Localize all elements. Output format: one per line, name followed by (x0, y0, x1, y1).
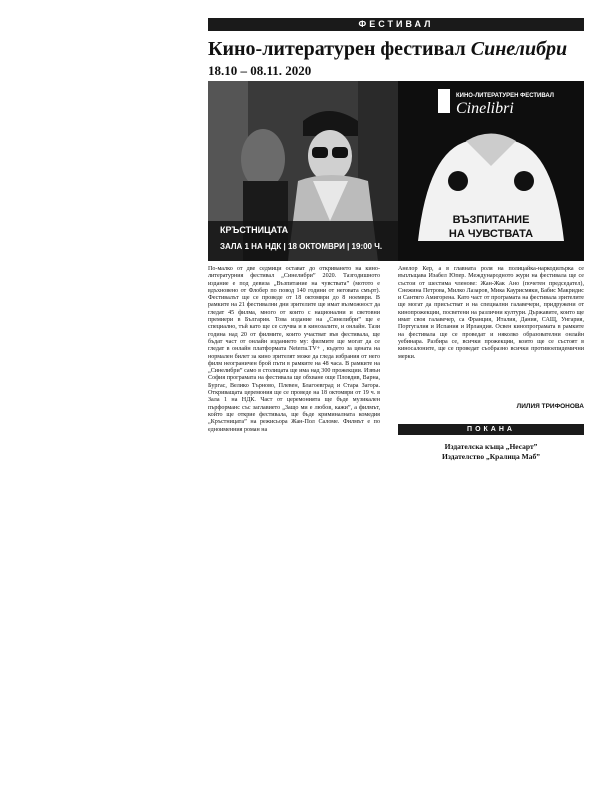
film-title: КРЪСТНИЦАТА (220, 225, 289, 235)
publisher-nesart: Издателска къща „Несарт” (444, 442, 538, 451)
film-still-illustration (208, 81, 398, 261)
festival-tag: КИНО-ЛИТЕРАТУРЕН ФЕСТИВАЛ (456, 93, 555, 99)
headline-main: Кино-литературен фестивал (208, 38, 471, 60)
article-headline (208, 38, 598, 60)
article-author: ЛИЛИЯ ТРИФОНОВА (516, 403, 584, 410)
headline-festival-name: Синелибри (470, 38, 568, 60)
festival-dates: 18.10 – 08.11. 2020 (208, 63, 312, 78)
festival-poster-art (398, 81, 584, 261)
poster-title-line1: ВЪЗПИТАНИЕ (452, 214, 530, 226)
cinelibri-logo-icon (438, 89, 450, 113)
poster-title-line2: НА ЧУВСТВАТА (448, 228, 534, 240)
article-photo (208, 81, 584, 261)
screening-info: ЗАЛА 1 НА НДК | 18 ОКТОМВРИ | 19:00 Ч. (220, 242, 383, 251)
invitation-label: ПОКАНА (398, 424, 584, 435)
publisher-kralitsa-mab: Издателство „Кралица Маб” (442, 452, 540, 461)
section-label: ФЕСТИВАЛ (208, 18, 584, 31)
film-still (208, 81, 398, 261)
article-column-1: По-малко от две седмици остават до откриването на кино-литературния фестивал „Синелибри” 2020. Тазгодишното издание е под девиза „Възпитание на чувствата” (мотото е вдъхновено от Флобер по повод 140 години от неговата смърт). Фестивалът ще се проведе от 18 октомври до 8 ноември. В рамките на 21 фестивални дни зрителите ще имат възможност да гледат 45 филма, много от които с национални и световни премиери в България. Това издание на „Синелибри” ще е специално, тъй като ще се случва и в кинозалите, и онлайн. Тази година над 20 от филмите, които участват във фестивала, ще бъдат част от онлайн изданието му: филмите ще могат да се гледат в онлайн платформата Neterra.TV+ , където за цената на нормален билет за кино зрителят може да гледа избрания от него филм неограничен брой пъти в рамките на 48 часа. В рамките на „Синелибри” само в столицата ще има над 300 прожекции. Извън София програмата на фестивала ще обхване още Пловдив, Варна, Бургас, Велико Търново, Плевен, Благоевград и Стара Загора. Откриващата церемония ще се проведе на 18 октомври от 19 ч. в Зала 1 на НДК. Част от церемонията ще бъде музикален пърформанс със заглавието „Защо ми е любов, кажи”, а филмът, който ще открие фестивала, ще бъде криминалната комедия „Кръстницата” на режисьора Жан-Пол Саломе. Филмът е по едноименния роман на (208, 266, 380, 433)
festival-logo-text: Cinelibri (456, 100, 514, 117)
article-column-2: Анелор Кер, а в главната роля на полицайка-наркодилърка се въплъщава Изабел Юпер. Международното жури на фестивала ще се състои от шестима членове: Жан-Жак Ано (почетен председател), Снежина Петрова, Милко Лазаров, Мика Каурисмяки, Бабис Макридис и Сантяго Амигорена. Като част от програмата на фестивала зрителите ще могат да присъстват и на специални галавечери, придружени от кинопрожекции, посветени на различни култури. Държавите, които ще имат своя галавечер, са Франция, Италия, Дания, САЩ, Унгария, Португалия и Испания и Ирландия. Освен кинопрограмата в рамките на фестивала ще се проведат и няколко образователни онлайн уебинара. Разбира се, всички прожекции, които ще се състоят в киносалоните, ще се проведат съобразно всички противоепидемични мерки. (398, 266, 584, 360)
festival-poster (398, 81, 584, 261)
